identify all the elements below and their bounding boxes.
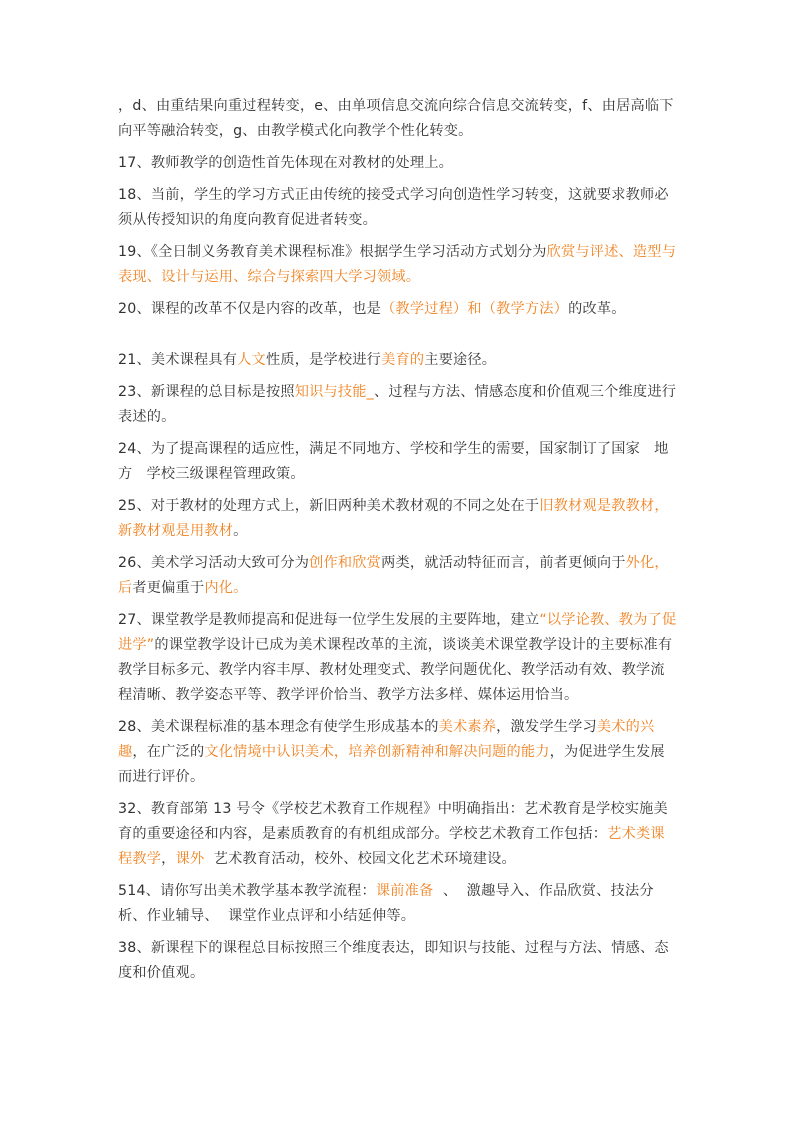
- text-segment: 艺术教育活动，校外、校园文化艺术环境建设。: [204, 851, 516, 867]
- highlight-text: 课外: [175, 851, 205, 867]
- text-segment: 25、对于教材的处理方式上，新旧两种美术教材观的不同之处在于: [118, 498, 540, 514]
- text-segment: 26、美术学习活动大致可分为: [118, 555, 310, 571]
- text-segment: 38、新课程下的课程总目标按照三个维度表达，即知识与技能、过程与方法、情感、态度和价值观。: [118, 940, 669, 981]
- text-segment: 17、教师教学的创造性首先体现在对教材的处理上。: [118, 155, 453, 171]
- highlight-text: 美育的: [381, 352, 425, 368]
- highlight-text: 艺术类课程教学: [118, 826, 665, 867]
- paragraph-24: [118, 437, 678, 487]
- text-segment: 32、教育部第 13 号令《学校艺术教育工作规程》中明确指出：艺术教育是学校实施美育的重要途径和内容，是素质教育的有机组成部分。学校艺术教育工作包括：: [118, 801, 668, 842]
- text-segment: 的课堂教学设计已成为美术课程改革的主流，谈谈美术课堂教学设计的主要标准有教学目标多元、教学内容丰厚、教材处理变式、教学问题优化、教学活动有效、教学流程清晰、教学姿态平等、教学评价恰当、教学方法多样、媒体运用恰当。: [118, 637, 673, 703]
- text-segment: 19、《全日制义务教育美术课程标准》根据学生学习活动方式划分为: [118, 244, 547, 260]
- highlight-text: 文化情境中认识美术，培养创新精神和解决问题的能力: [204, 744, 550, 760]
- paragraph-38: [118, 936, 678, 986]
- paragraph-20: [118, 297, 678, 322]
- text-segment: 24、为了提高课程的适应性，满足不同地方、学校和学生的需要，国家制订了国家 地方 学校三级课程管理政策。: [118, 441, 669, 482]
- text-segment: 、过程与方法、情感态度和价值观三个维度进行表述的。: [118, 384, 677, 425]
- text-segment: 18、当前，学生的学习方式正由传统的接受式学习向创造性学习转变，这就要求教师必须从传授知识的角度向教育促进者转变。: [118, 187, 669, 228]
- paragraph-23: [118, 380, 678, 430]
- highlight-text: 人文: [237, 352, 266, 368]
- text-segment: 主要途径。: [424, 352, 497, 368]
- highlight-text: 知识与技能_: [294, 384, 374, 400]
- highlight-text: 课前准备: [375, 883, 434, 899]
- paragraph-21: [118, 348, 678, 373]
- text-segment: 性质，是学校进行: [265, 352, 382, 368]
- highlight-text: “以学论教、教为了促进学”: [118, 612, 677, 653]
- paragraph-32: [118, 797, 678, 872]
- paragraph-27: [118, 608, 678, 708]
- text-segment: ，d、由重结果向重过程转变，e、由单项信息交流向综合信息交流转变，f、由居高临下向平等融洽转变，g、由教学模式化向教学个性化转变。: [118, 98, 674, 139]
- highlight-text: 旧教材观是教教材，新教材观是用教材: [118, 498, 669, 539]
- highlight-text: 创作和欣赏: [309, 555, 382, 571]
- paragraph-19: [118, 240, 678, 290]
- text-segment: 的改革。: [568, 301, 626, 317]
- text-segment: ，在广泛的: [132, 744, 205, 760]
- text-segment: 21、美术课程具有: [118, 352, 238, 368]
- text-segment: 28、美术课程标准的基本理念有使学生形成基本的: [118, 719, 439, 735]
- highlight-text: 美术的兴趣: [118, 719, 655, 760]
- text-segment: ，为促进学生发展而进行评价。: [118, 744, 665, 785]
- text-segment: 27、课堂教学是教师提高和促进每一位学生发展的主要阵地，建立: [118, 612, 540, 628]
- highlight-text: 欣赏与评述、造型与表现、设计与运用、综合与探索四大学习领域。: [118, 244, 677, 285]
- paragraph-18: [118, 183, 678, 233]
- text-segment: ，激发学生学习: [496, 719, 597, 735]
- text-segment: 23、新课程的总目标是按照: [118, 384, 295, 400]
- highlight-text: 外化，后: [118, 555, 669, 596]
- paragraph-17: [118, 151, 678, 176]
- text-segment: 两类，就活动特征而言，前者更倾向于: [381, 555, 626, 571]
- text-segment: 。: [233, 523, 248, 539]
- paragraph-514: [118, 879, 678, 929]
- highlight-text: 内化。: [204, 580, 248, 596]
- text-segment: 20、课程的改革不仅是内容的改革，也是: [118, 301, 382, 317]
- paragraph-26: [118, 551, 678, 601]
- document-body: [118, 94, 678, 993]
- highlight-text: 美术素养: [438, 719, 497, 735]
- paragraph-28: [118, 715, 678, 790]
- text-segment: ，: [161, 851, 176, 867]
- paragraph-25: [118, 494, 678, 544]
- text-segment: 、 激趣导入、作品欣赏、技法分析、作业辅导、 课堂作业点评和小结延伸等。: [118, 883, 654, 924]
- text-segment: 者更偏重于: [132, 580, 205, 596]
- paragraph-intro: [118, 94, 678, 144]
- highlight-text: （教学过程）和（教学方法）: [381, 301, 569, 317]
- text-segment: 514、请你写出美术教学基本教学流程：: [118, 883, 376, 899]
